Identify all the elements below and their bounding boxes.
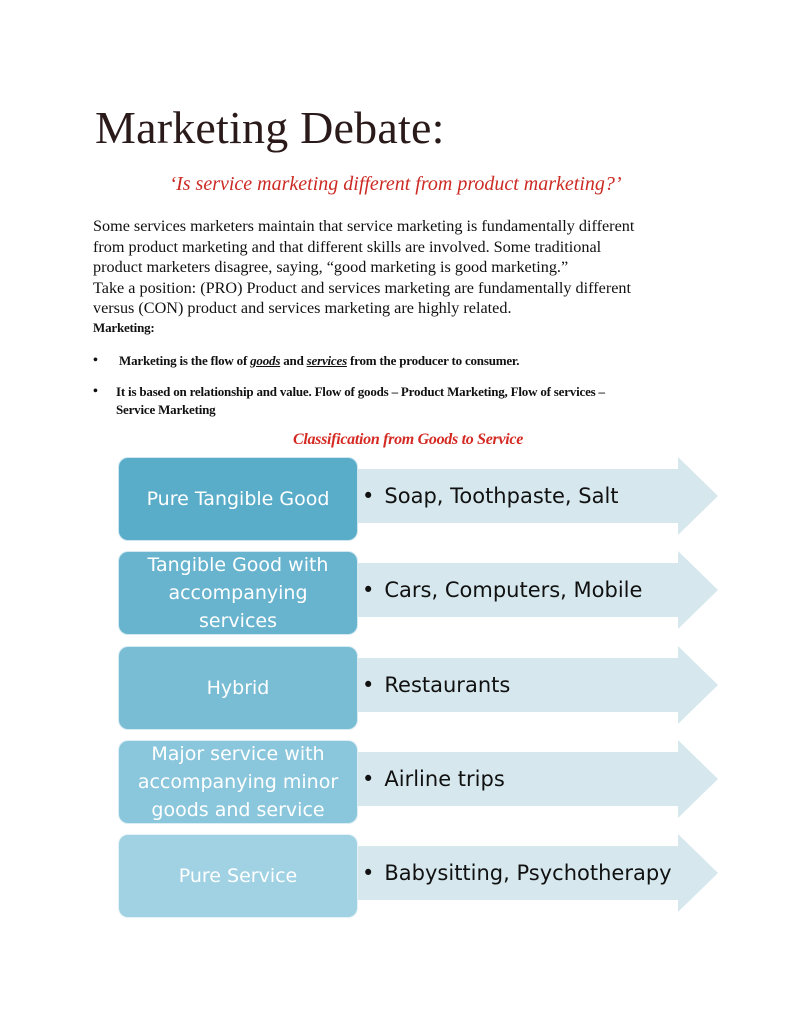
category-box [118,551,358,635]
marketing-label: Marketing: [93,320,155,335]
category-label: Hybrid [206,677,270,699]
example-text [362,646,510,724]
example-label: Restaurants [384,673,511,697]
classification-row [0,834,791,924]
bullet-icon: • [362,673,375,697]
bullet-icon: • [362,861,375,885]
paragraph-line: versus (CON) product and services marketing are highly related. [93,299,512,317]
classification-row [0,740,791,830]
example-label: Airline trips [384,767,505,791]
services-term: services [306,353,347,368]
classification-row [0,646,791,736]
example-text [362,551,642,629]
paragraph-line: Take a position: (PRO) Product and services marketing are fundamentally different [93,278,631,297]
paragraph-line: Some services marketers maintain that service marketing is fundamentally different [93,217,635,235]
classification-row [0,551,791,641]
classification-row [0,457,791,547]
intro-paragraph [93,216,713,319]
bullet-text [116,383,706,419]
bullet-text-part: Marketing is the flow of [119,353,251,368]
bullet-icon: • [93,353,98,368]
bullet-icon: • [362,484,375,508]
bullet-text [119,352,519,370]
category-box [118,834,358,918]
bullet-icon: • [93,384,98,399]
example-text [362,457,619,535]
bullet-icon: • [362,767,375,791]
category-box [118,457,358,541]
category-box [118,646,358,730]
bullet-line: Service Marketing [116,402,216,417]
example-text [362,834,672,912]
page-title: Marketing Debate: [95,102,445,153]
bullet-text-part: from the producer to consumer. [346,353,520,368]
paragraph-line: from product marketing and that different skills are involved. Some traditional [93,237,602,256]
example-label: Babysitting, Psychotherapy [384,861,672,885]
example-text [362,740,505,818]
category-label: Major service with accompanying minor goods and service [137,743,339,821]
bullet-line: It is based on relationship and value. Flow of goods – Product Marketing, Flow of services – [116,384,605,399]
goods-term: goods [250,353,281,368]
classification-title: Classification from Goods to Service [292,431,524,448]
bullet-icon: • [362,578,375,602]
example-label: Soap, Toothpaste, Salt [384,484,619,508]
bullet-text-part: and [280,353,307,368]
category-label: Tangible Good with accompanying services [147,554,329,632]
category-label: Pure Service [178,865,298,887]
debate-question: ‘Is service marketing different from product marketing?’ [169,173,622,195]
category-label: Pure Tangible Good [146,488,330,510]
example-label: Cars, Computers, Mobile [384,578,643,602]
paragraph-line: product marketers disagree, saying, “good marketing is good marketing.” [93,258,569,276]
category-box [118,740,358,824]
